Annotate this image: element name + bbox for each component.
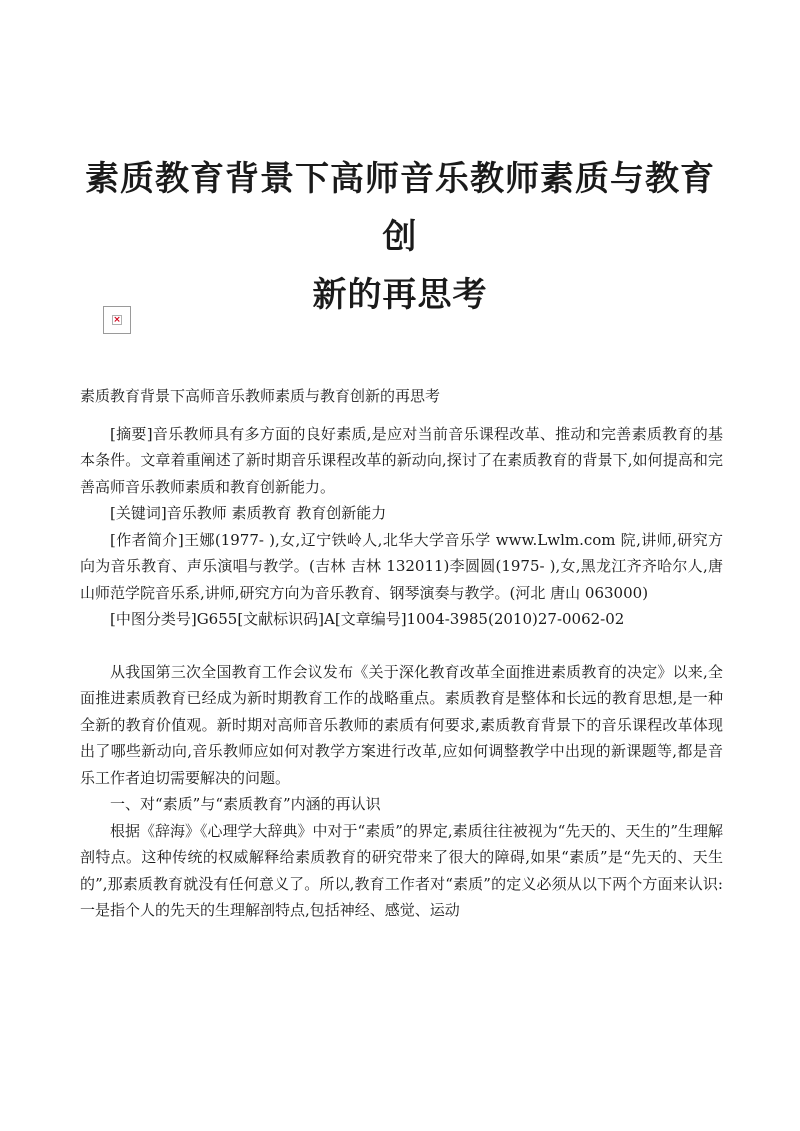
abstract-paragraph: [摘要]音乐教师具有多方面的良好素质,是应对当前音乐课程改革、推动和完善素质教育的基本条件。文章着重阐述了新时期音乐课程改革的新动向,探讨了在素质教育的背景下,如何提高和完善高师音乐教师素质和教育创新能力。: [80, 424, 723, 496]
body-paragraph-2: 根据《辞海》《心理学大辞典》中对于“素质”的界定,素质往往被视为“先天的、天生的”生理解剖特点。这种传统的权威解释给素质教育的研究带来了很大的障碍,如果“素质”是“先天的、天生的”,那素质教育就没有任何意义了。所以,教育工作者对“素质”的定义必须从以下两个方面来认识:一是指个人的先天的生理解剖特点,包括神经、感觉、运动: [80, 821, 723, 919]
classification-line: [中图分类号]G655[文献标识码]A[文章编号]1004-3985(2010)27-0062-02: [110, 610, 625, 628]
title-line-2: 新的再思考: [312, 275, 488, 315]
document-title: [70, 150, 730, 324]
title-line-1: 素质教育背景下高师音乐教师素质与教育创: [85, 159, 715, 257]
keywords-line: [关键词]音乐教师 素质教育 教育创新能力: [110, 504, 387, 522]
article-body: [80, 383, 723, 924]
section-heading-1: 一、对“素质”与“素质教育”内涵的再认识: [110, 795, 381, 813]
author-intro-paragraph: [作者简介]王娜(1977- ),女,辽宁铁岭人,北华大学音乐学 www.Lwlm.com 院,讲师,研究方向为音乐教育、声乐演唱与教学。(吉林 吉林 132011)李圆圆(1975- ),女,黑龙江齐齐哈尔人,唐山师范学院音乐系,讲师,研究方向为音乐教育、钢琴演奏与教学。(河北 唐山 063000): [80, 530, 723, 602]
broken-image-icon: ×: [103, 306, 131, 334]
intro-paragraph: 从我国第三次全国教育工作会议发布《关于深化教育改革全面推进素质教育的决定》以来,全面推进素质教育已经成为新时期教育工作的战略重点。素质教育是整体和长远的教育思想,是一种全新的教育价值观。新时期对高师音乐教师的素质有何要求,素质教育背景下的音乐课程改革体现出了哪些新动向,音乐教师应如何对教学方案进行改革,应如何调整教学中出现的新课题等,都是音乐工作者迫切需要解决的问题。: [80, 662, 723, 787]
article-subtitle: 素质教育背景下高师音乐教师素质与教育创新的再思考: [80, 387, 441, 405]
